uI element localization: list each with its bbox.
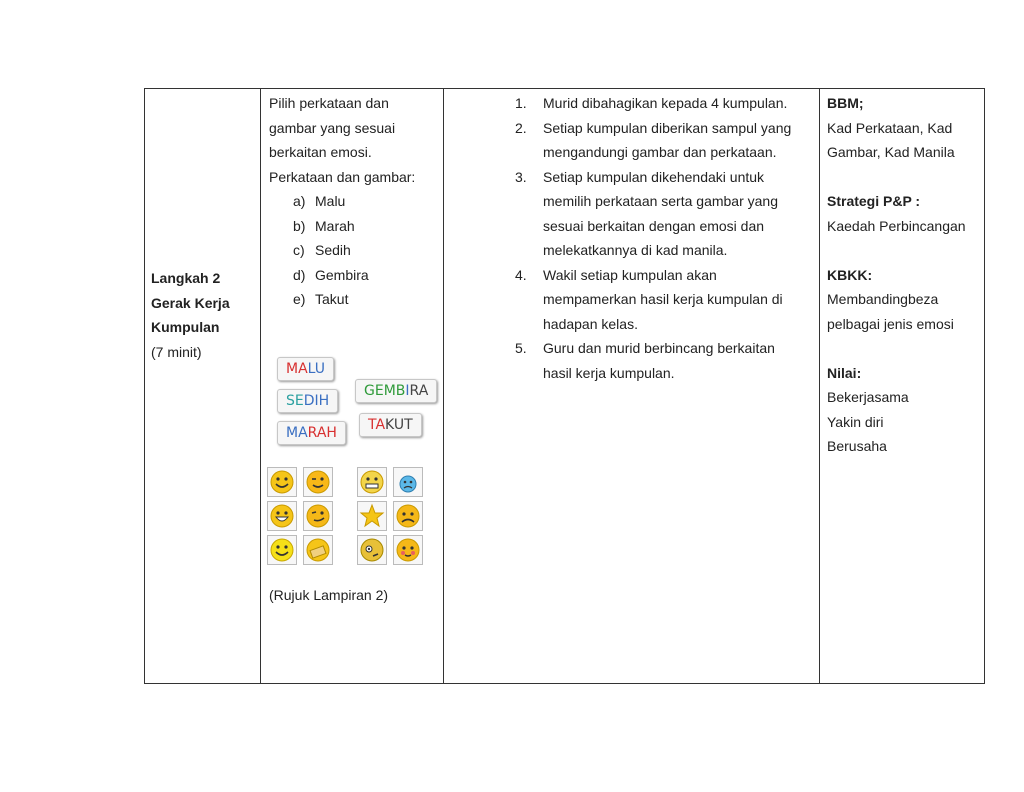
bbm-line: Kad Perkataan, Kad: [827, 119, 953, 136]
kbkk-line: Membandingbeza: [827, 291, 939, 307]
content-column: [269, 91, 439, 312]
list-item: b) Marah: [293, 217, 355, 234]
thinking-face-icon: [357, 535, 387, 565]
list-item: 1. Murid dibahagikan kepada 4 kumpulan.: [515, 95, 788, 111]
smile-face-icon: [267, 467, 297, 497]
step-duration: (7 minit): [151, 343, 202, 360]
smirk-face-icon: [303, 501, 333, 531]
column-divider: [443, 89, 444, 683]
activity-column: [515, 91, 815, 385]
content-intro-line: gambar yang sesuai: [269, 119, 396, 136]
shy-face-icon: [303, 535, 333, 565]
grin-face-icon: [267, 501, 297, 531]
nilai-item: Yakin diri: [827, 413, 884, 430]
step-title-line-1: Gerak Kerja: [151, 294, 230, 311]
word-card-gembira: GEMBIRA: [355, 379, 437, 403]
strategi-text: Kaedah Perbincangan: [827, 217, 966, 234]
notes-column: [827, 91, 982, 459]
nilai-item: Bekerjasama: [827, 389, 909, 405]
list-item: 2. Setiap kumpulan diberikan sampul yang mengandungi gambar dan perkataan.: [515, 119, 792, 160]
list-item: 3. Setiap kumpulan dikehendaki untuk memilih perkataan serta gambar yang sesuai berkaitan dengan emosi dan melekatkannya di kad manila.: [515, 168, 779, 258]
nilai-heading: Nilai:: [827, 364, 862, 381]
grimace-face-icon: [357, 467, 387, 497]
crying-face-icon: [393, 467, 423, 497]
kbkk-heading: KBKK:: [827, 266, 873, 283]
frown-face-icon: [393, 501, 423, 531]
blush-face-icon: [393, 535, 423, 565]
list-item: 5. Guru dan murid berbincang berkaitan hasil kerja kumpulan.: [515, 340, 775, 381]
list-item: e) Takut: [293, 291, 349, 307]
emoticon-grid: [267, 467, 427, 567]
bbm-heading: BBM;: [827, 95, 864, 111]
list-item: 4. Wakil setiap kumpulan akan mempamerkan hasil kerja kumpulan di hadapan kelas.: [515, 266, 783, 332]
reference-note: (Rujuk Lampiran 2): [269, 587, 389, 603]
column-divider: [819, 89, 820, 683]
kbkk-line: pelbagai jenis emosi: [827, 315, 954, 332]
star-icon: [357, 501, 387, 531]
content-intro-line: Pilih perkataan dan: [269, 95, 389, 111]
bbm-line: Gambar, Kad Manila: [827, 144, 955, 160]
step-title-line-2: Kumpulan: [151, 319, 220, 335]
list-item: c) Sedih: [293, 242, 351, 258]
word-card-malu: MALU: [277, 357, 334, 381]
strategi-heading: Strategi P&P :: [827, 193, 921, 209]
list-item: a) Malu: [293, 193, 346, 209]
step-label: Langkah 2: [151, 270, 221, 286]
content-list-title: Perkataan dan gambar:: [269, 168, 416, 185]
wink-face-icon: [303, 467, 333, 497]
word-card-sedih: SEDIH: [277, 389, 338, 413]
nilai-item: Berusaha: [827, 438, 887, 454]
list-item: d) Gembira: [293, 266, 369, 283]
word-card-marah: MARAH: [277, 421, 346, 445]
lesson-table: [144, 88, 985, 684]
column-divider: [260, 89, 261, 683]
happy-face-icon: [267, 535, 297, 565]
word-card-takut: TAKUT: [359, 413, 422, 437]
content-intro-line: berkaitan emosi.: [269, 144, 372, 160]
step-column: [151, 266, 257, 364]
